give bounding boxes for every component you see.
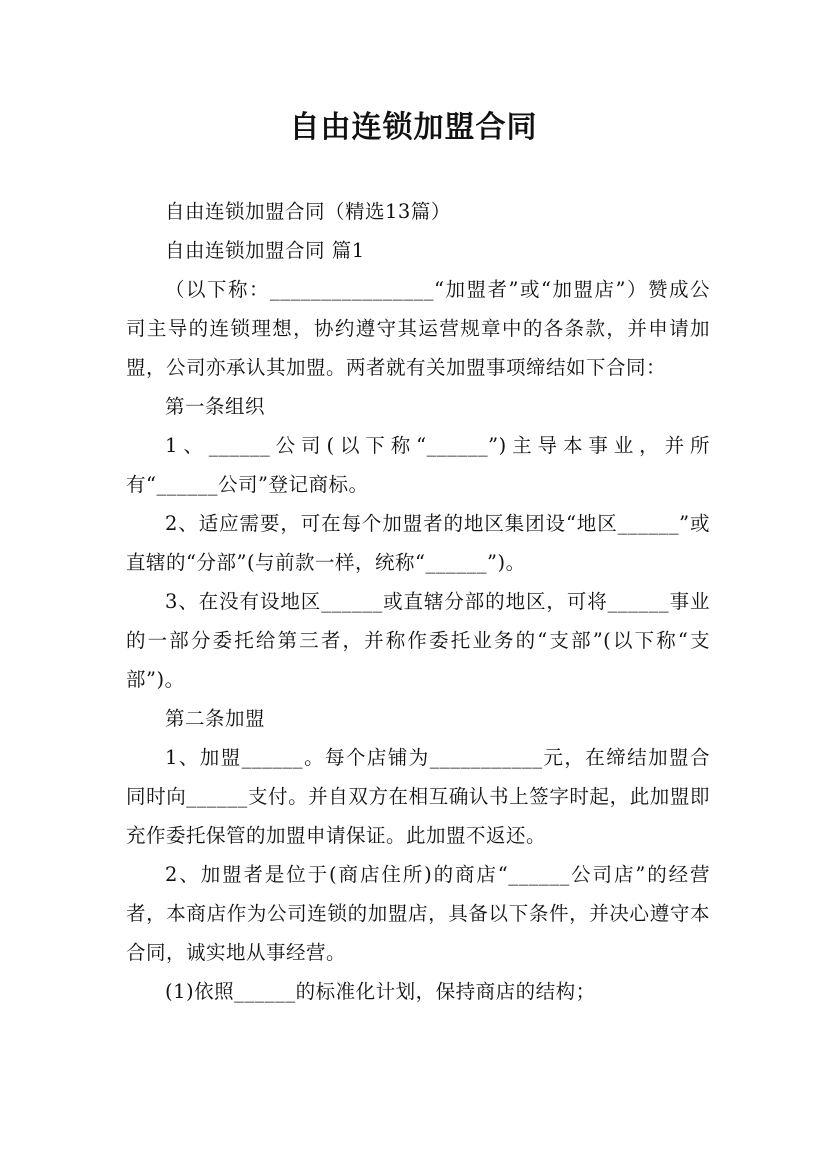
paragraph-subtitle: 自由连锁加盟合同（精选13篇）: [165, 200, 451, 223]
article-1-heading: 第一条组织: [165, 395, 266, 418]
article-2-clause-1: 1、加盟______。每个店铺为___________元，在缔结加盟合同时向______支付。并自双方在相互确认书上签字时起，此加盟即充作委托保管的加盟申请保证。此加盟不返还。: [126, 746, 710, 847]
document-body: [126, 192, 710, 1011]
article-2-clause-2-item-1: (1)依照______的标准化计划，保持商店的结构；: [165, 980, 596, 1003]
article-1-clause-2: 2、适应需要，可在每个加盟者的地区集团设“地区______”或直辖的“分部”(与前款一样，统称“______”)。: [126, 512, 710, 574]
article-1-clause-1: 1、______公司(以下称“______”)主导本事业，并所有“______公司”登记商标。: [126, 434, 710, 496]
article-2-clause-2: 2、加盟者是位于(商店住所)的商店“______公司店”的经营者，本商店作为公司连锁的加盟店，具备以下条件，并决心遵守本合同，诚实地从事经营。: [126, 863, 710, 964]
paragraph-preamble: （以下称：________________“加盟者”或“加盟店”）赞成公司主导的连锁理想，协约遵守其运营规章中的各条款，并申请加盟，公司亦承认其加盟。两者就有关加盟事项缔结如下合同：: [126, 278, 710, 379]
article-2-heading: 第二条加盟: [165, 707, 266, 730]
article-1-clause-3: 3、在没有设地区______或直辖分部的地区，可将______事业的一部分委托给第三者，并称作委托业务的“支部”(以下称“支部”)。: [126, 590, 710, 691]
paragraph-section-heading: 自由连锁加盟合同 篇1: [165, 239, 365, 262]
document-title: 自由连锁加盟合同: [289, 110, 538, 145]
